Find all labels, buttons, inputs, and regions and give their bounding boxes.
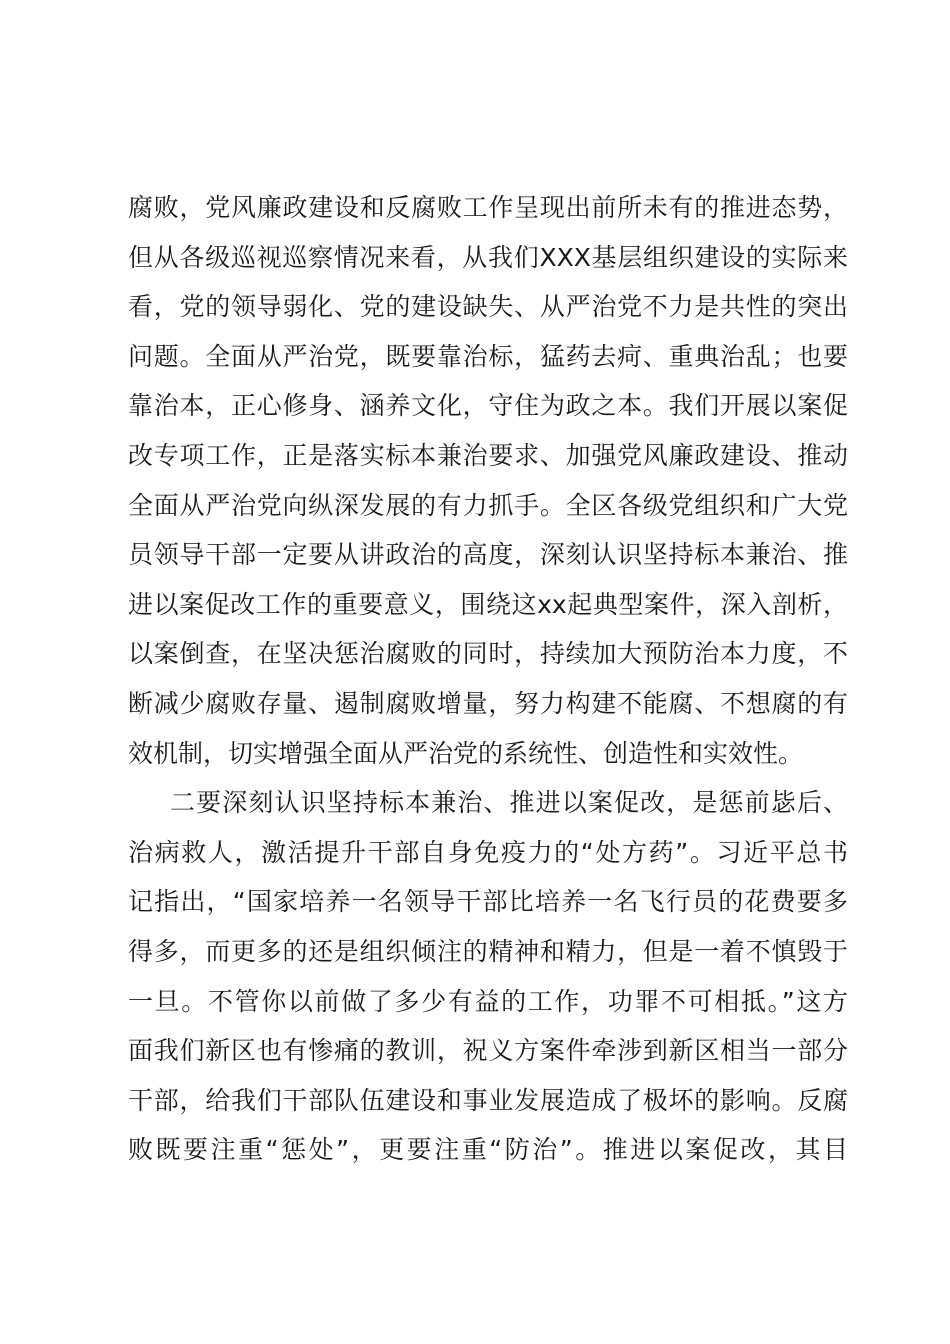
text-line: 问题。全面从严治党，既要靠治标，猛药去疴、重典治乱；也要 — [128, 341, 848, 371]
text-line: 治病救人，激活提升干部自身免疫力的“处方药”。习近平总书 — [128, 837, 848, 867]
text-line: 面我们新区也有惨痛的教训，祝义方案件牵涉到新区相当一部分 — [128, 1036, 848, 1066]
text-line: 进以案促改工作的重要意义，围绕这xx起典型案件，深入剖析， — [128, 589, 848, 619]
text-line: 一旦。不管你以前做了多少有益的工作，功罪不可相抵。”这方 — [128, 986, 848, 1016]
text-line: 但从各级巡视巡察情况来看，从我们XXX基层组织建设的实际来 — [128, 242, 848, 272]
text-line: 员领导干部一定要从讲政治的高度，深刻认识坚持标本兼治、推 — [128, 540, 848, 570]
paragraph-end-line: 效机制，切实增强全面从严治党的系统性、创造性和实效性。 — [128, 738, 804, 768]
text-line: 记指出，“国家培养一名领导干部比培养一名飞行员的花费要多 — [128, 887, 848, 917]
text-line: 腐败，党风廉政建设和反腐败工作呈现出前所未有的推进态势， — [128, 193, 848, 222]
body-text — [128, 183, 848, 1175]
text-line: 断减少腐败存量、遏制腐败增量，努力构建不能腐、不想腐的有 — [128, 688, 848, 718]
text-line: 靠治本，正心修身、涵养文化，守住为政之本。我们开展以案促 — [128, 391, 848, 421]
text-line: 以案倒查，在坚决惩治腐败的同时，持续加大预防治本力度，不 — [128, 639, 848, 669]
text-line: 干部，给我们干部队伍建设和事业发展造成了极坏的影响。反腐 — [128, 1085, 848, 1115]
text-line: 全面从严治党向纵深发展的有力抓手。全区各级党组织和广大党 — [128, 490, 848, 520]
paragraph-start-line: 二要深刻认识坚持标本兼治、推进以案促改，是惩前毖后、 — [170, 788, 848, 818]
text-line: 得多，而更多的还是组织倾注的精神和精力，但是一着不慎毁于 — [128, 936, 848, 966]
text-line: 看，党的领导弱化、党的建设缺失、从严治党不力是共性的突出 — [128, 292, 848, 322]
text-line: 败既要注重“惩处”，更要注重“防治”。推进以案促改，其目 — [128, 1135, 848, 1165]
text-line: 改专项工作，正是落实标本兼治要求、加强党风廉政建设、推动 — [128, 440, 848, 470]
